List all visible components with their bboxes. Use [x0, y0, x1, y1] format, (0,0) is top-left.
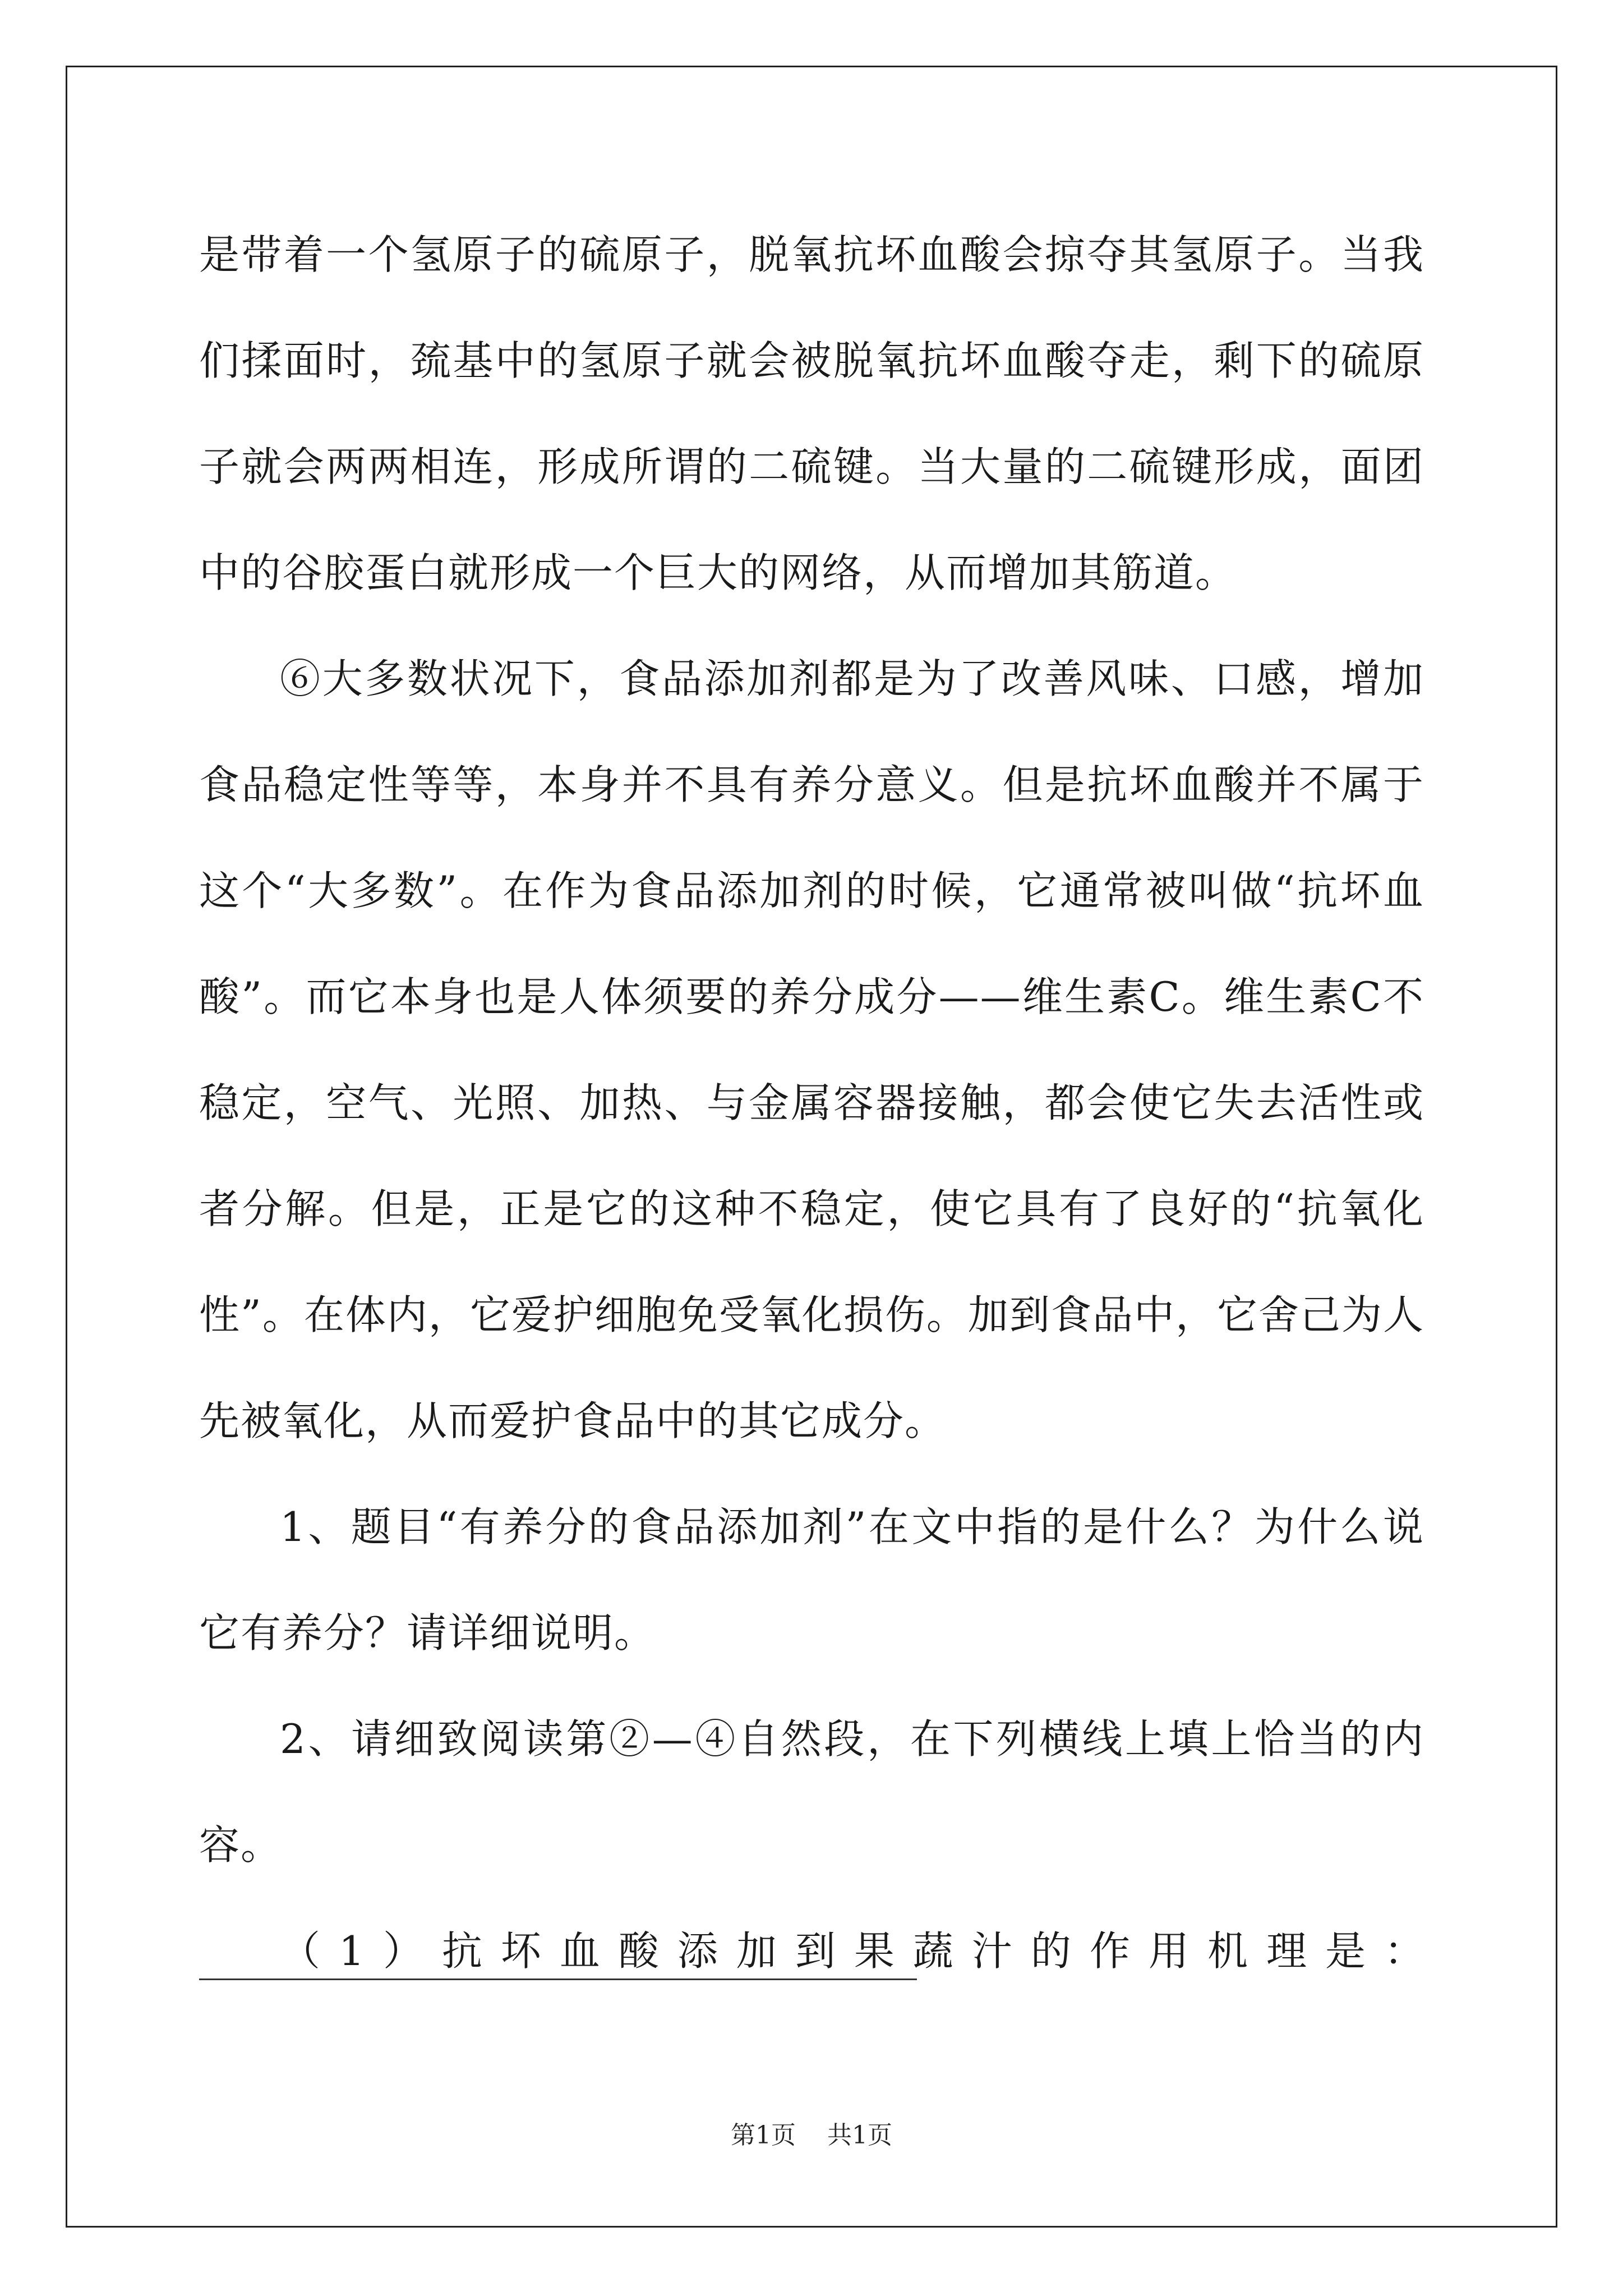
document-body — [199, 202, 1424, 2004]
answer-blank-line — [199, 1978, 917, 1980]
paragraph-6: ⑥大多数状况下，食品添加剂都是为了改善风味、口感，增加食品稳定性等等，本身并不具有养分意义。但是抗坏血酸并不属于这个“大多数”。在作为食品添加剂的时候，它通常被叫做“抗坏血酸”。而它本身也是人体须要的养分成分——维生素C。维生素C不稳定，空气、光照、加热、与金属容器接触，都会使它失去活性或者分解。但是，正是它的这种不稳定，使它具有了良好的“抗氧化性”。在体内，它爱护细胞免受氧化损伤。加到食品中，它舍己为人先被氧化，从而爱护食品中的其它成分。 — [199, 655, 1424, 1444]
question-2-part-1: （1）抗坏血酸添加到果蔬汁的作用机理是： — [280, 1927, 1424, 1975]
question-1: 1、题目“有养分的食品添加剂”在文中指的是什么？为什么说它有养分？请详细说明。 — [199, 1503, 1424, 1657]
page-number: 第1页 — [731, 2121, 796, 2150]
page-total: 共1页 — [827, 2121, 892, 2150]
paragraph-continuation: 是带着一个氢原子的硫原子，脱氧抗坏血酸会掠夺其氢原子。当我们揉面时，巯基中的氢原子就会被脱氧抗坏血酸夺走，剩下的硫原子就会两两相连，形成所谓的二硫键。当大量的二硫键形成，面团中的谷胶蛋白就形成一个巨大的网络，从而增加其筋道。 — [199, 231, 1424, 596]
question-2: 2、请细致阅读第②—④自然段，在下列横线上填上恰当的内容。 — [199, 1715, 1424, 1869]
page-footer — [0, 2115, 1623, 2151]
